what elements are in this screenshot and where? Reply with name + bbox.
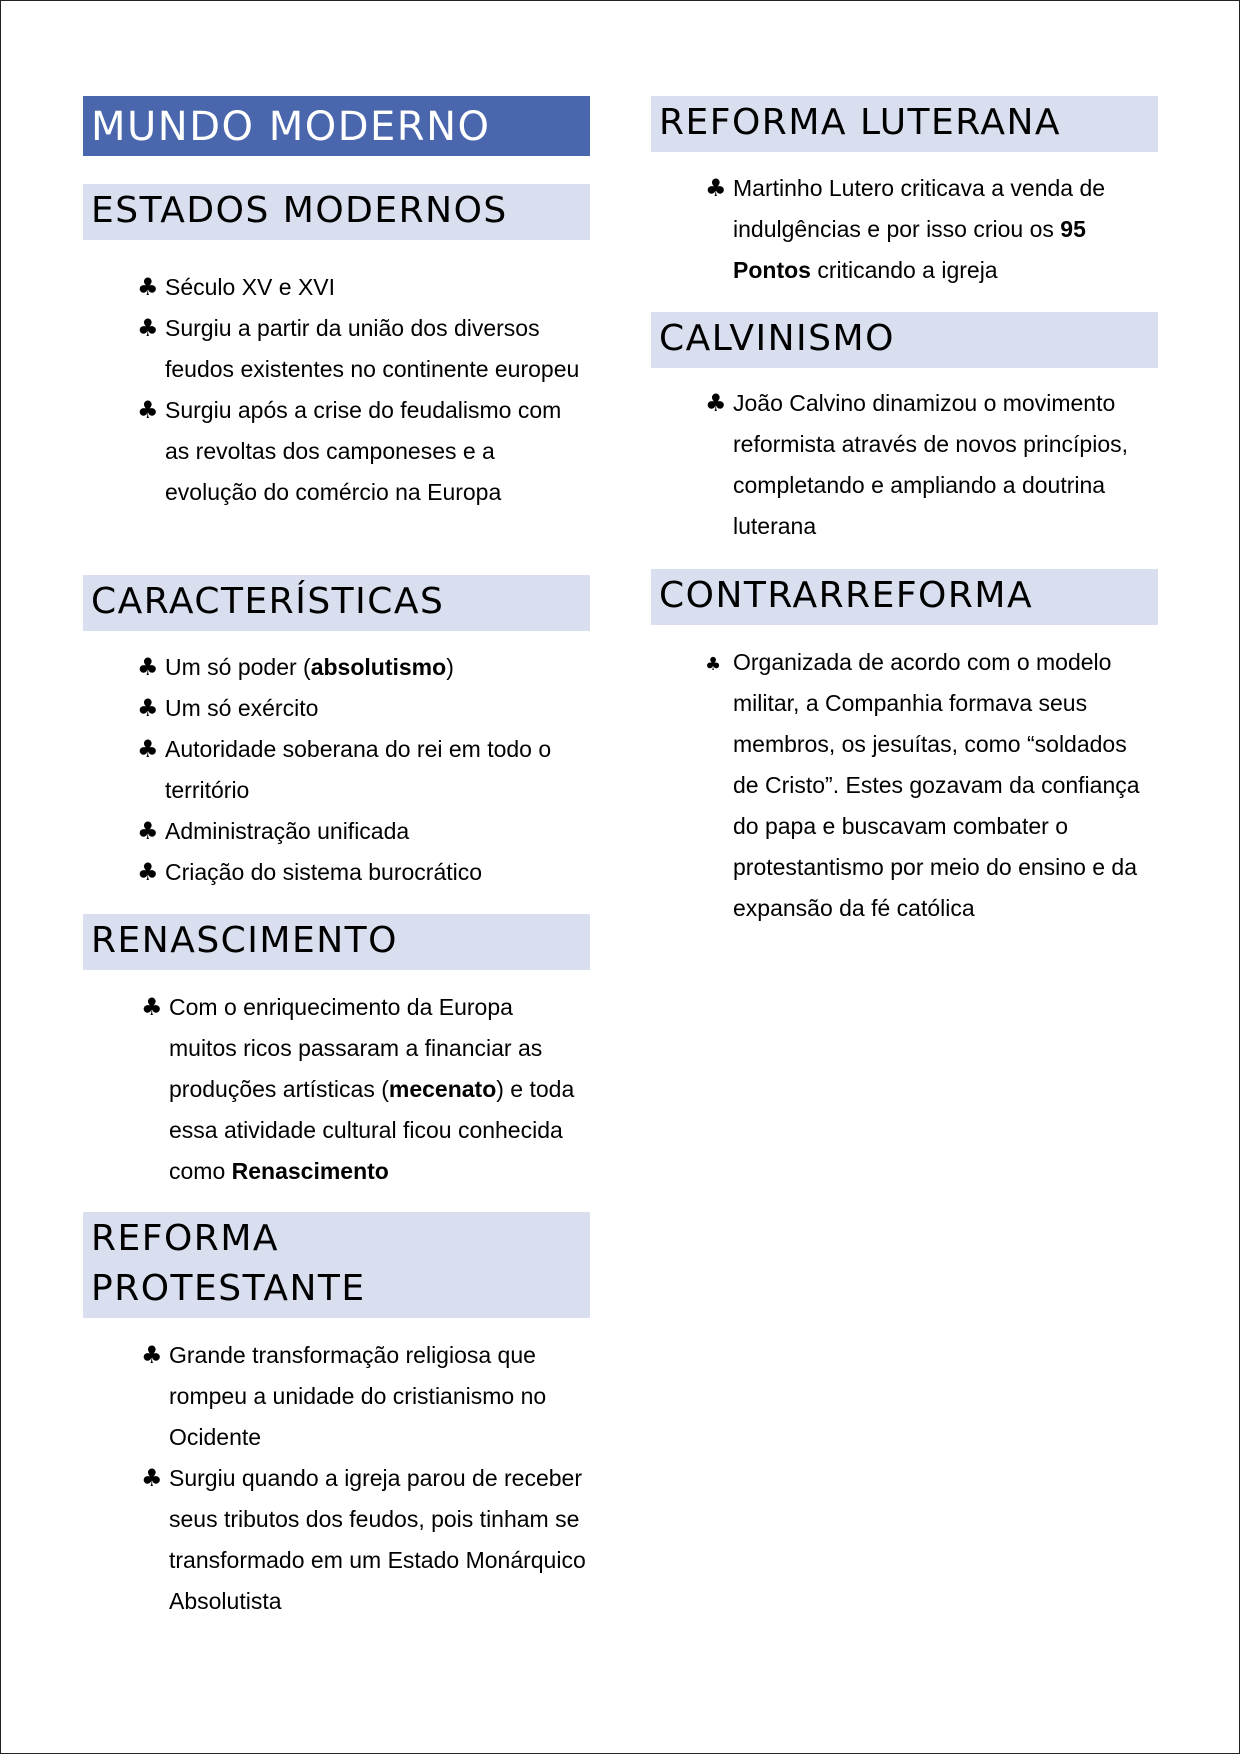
text: Um só poder ( — [165, 654, 311, 680]
club-suit-icon: ♣ — [137, 858, 159, 886]
text: ) — [446, 654, 454, 680]
club-suit-icon: ♣ — [705, 174, 727, 202]
list-item — [705, 642, 1145, 929]
list-contrarreforma — [705, 642, 1145, 929]
list-item — [137, 729, 587, 811]
list-item — [137, 688, 587, 729]
heading-reforma-protestante: REFORMA PROTESTANTE — [83, 1212, 590, 1318]
list-calvinismo — [705, 383, 1145, 547]
text: Surgiu a partir da união dos diversos feudos existentes no continente europeu — [165, 315, 580, 382]
list-item — [141, 1458, 587, 1622]
list-caracteristicas — [137, 647, 587, 893]
text: João Calvino dinamizou o movimento reformista através de novos princípios, completando e ampliando a doutrina luterana — [733, 390, 1129, 539]
list-item — [141, 987, 587, 1192]
club-suit-icon: ♣ — [137, 396, 159, 424]
text: Século XV e XVI — [165, 274, 336, 300]
bold-text: 95 Pontos — [733, 216, 1086, 283]
list-item — [137, 308, 587, 390]
club-suit-icon: ♣ — [137, 273, 159, 301]
heading-estados-modernos: ESTADOS MODERNOS — [83, 184, 590, 240]
club-suit-icon: ♣ — [137, 653, 159, 681]
list-item — [705, 168, 1145, 291]
bold-text: absolutismo — [310, 654, 447, 680]
club-suit-icon: ♣ — [141, 1464, 163, 1492]
text: Administração unificada — [165, 818, 410, 844]
bold-text: mecenato — [388, 1076, 497, 1102]
list-item — [705, 383, 1145, 547]
list-item — [137, 852, 587, 893]
list-item — [137, 811, 587, 852]
text: Organizada de acordo com o modelo militar, a Companhia formava seus membros, os jesuítas, como “soldados de Cristo”. Estes gozavam da confiança do papa e buscavam combater o protestantismo por meio do ensino e da expansão da fé católica — [733, 649, 1140, 921]
list-reforma-luterana — [705, 168, 1145, 291]
text: ) e toda essa atividade cultural ficou conhecida como — [169, 1076, 575, 1184]
text: Grande transformação religiosa que rompeu a unidade do cristianismo no Ocidente — [169, 1342, 547, 1450]
list-item — [137, 267, 587, 308]
text: Criação do sistema burocrático — [165, 859, 483, 885]
text: criticando a igreja — [810, 257, 998, 283]
list-item — [137, 390, 587, 513]
heading-renascimento: RENASCIMENTO — [83, 914, 590, 970]
text: Surgiu após a crise do feudalismo com as revoltas dos camponeses e a evolução do comércio na Europa — [165, 397, 562, 505]
club-suit-icon: ♣ — [137, 694, 159, 722]
list-renascimento — [141, 987, 587, 1192]
heading-contrarreforma: CONTRARREFORMA — [651, 569, 1158, 625]
list-reforma-protestante — [141, 1335, 587, 1622]
club-suit-icon: ♣ — [141, 993, 163, 1021]
page-title: MUNDO MODERNO — [83, 96, 590, 156]
club-suit-icon: ♣ — [137, 817, 159, 845]
club-suit-icon: ♣ — [705, 389, 727, 417]
club-suit-icon: ♣ — [705, 654, 722, 675]
bold-text: Renascimento — [231, 1158, 389, 1184]
text: Com o enriquecimento da Europa muitos ricos passaram a financiar as produções artísticas ( — [169, 994, 543, 1102]
text: Um só exército — [165, 695, 319, 721]
club-suit-icon: ♣ — [141, 1341, 163, 1369]
heading-calvinismo: CALVINISMO — [651, 312, 1158, 368]
text: Martinho Lutero criticava a venda de indulgências e por isso criou os — [733, 175, 1106, 242]
club-suit-icon: ♣ — [137, 735, 159, 763]
text: Autoridade soberana do rei em todo o território — [165, 736, 552, 803]
heading-reforma-luterana: REFORMA LUTERANA — [651, 96, 1158, 152]
heading-caracteristicas: CARACTERÍSTICAS — [83, 575, 590, 631]
list-estados-modernos — [137, 267, 587, 513]
list-item — [141, 1335, 587, 1458]
text: Surgiu quando a igreja parou de receber seus tributos dos feudos, pois tinham se transformado em um Estado Monárquico Absolutista — [169, 1465, 586, 1614]
club-suit-icon: ♣ — [137, 314, 159, 342]
list-item — [137, 647, 587, 688]
